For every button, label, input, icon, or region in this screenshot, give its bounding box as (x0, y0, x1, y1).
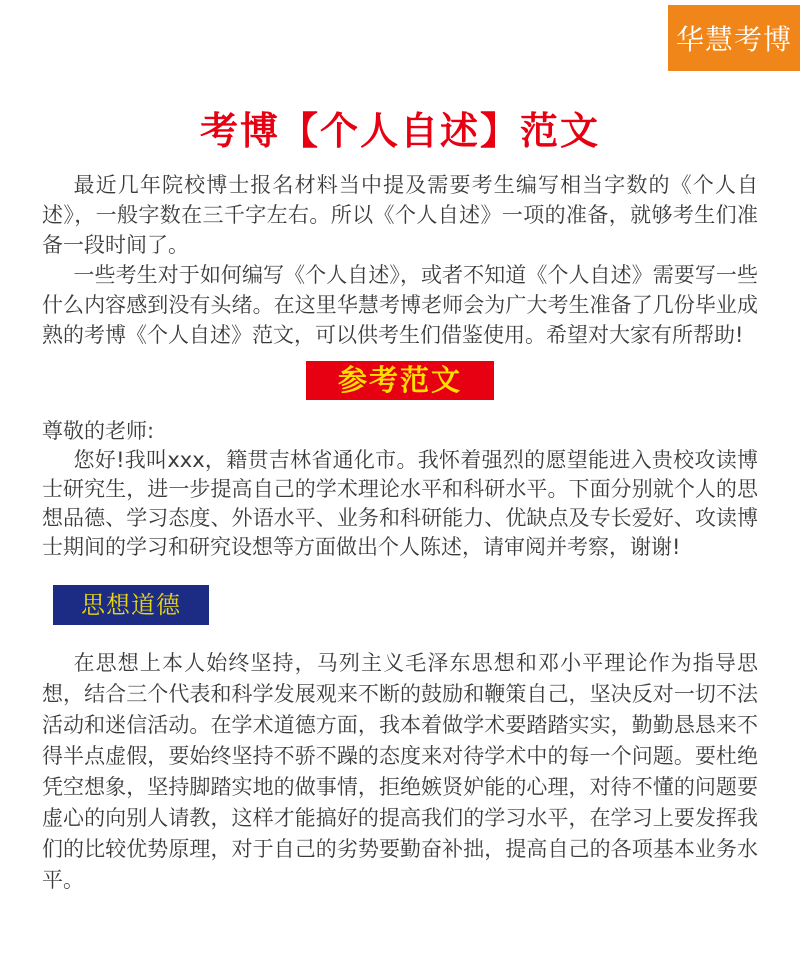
section-badge-row (53, 585, 800, 625)
letter-salutation: 尊敬的老师: (42, 419, 155, 443)
reference-banner: 参考范文 (306, 361, 494, 400)
intro-paragraph: 最近几年院校博士报名材料当中提及需要考生编写相当字数的《个人自述》，一般字数在三千字左右。所以《个人自述》一项的准备，就够考生们准备一段时间了。 (42, 173, 758, 257)
reference-banner-row (0, 361, 800, 400)
body-paragraph: 在思想上本人始终坚持，马列主义毛泽东思想和邓小平理论作为指导思想，结合三个代表和科学发展观来不断的鼓励和鞭策自己，坚决反对一切不法活动和迷信活动。在学术道德方面，我本着做学术要踏踏实实，勤勤恳恳来不得半点虚假，要始终坚持不骄不躁的态度来对待学术中的每一个问题。要杜绝凭空想象，坚持脚踏实地的做事情，拒绝嫉贤妒能的心理，对待不懂的问题要虚心的向别人请教，这样才能搞好的提高我们的学习水平，在学习上要发挥我们的比较优势原理，对于自己的劣势要勤奋补拙，提高自己的各项基本业务水平。 (42, 651, 758, 892)
brand-badge: 华慧考博 (668, 5, 800, 71)
section-badge-morality: 思想道德 (53, 585, 209, 625)
letter-paragraph: 您好!我叫xxx，籍贯吉林省通化市。我怀着强烈的愿望能进入贵校攻读博士研究生，进一步提高自己的学术理论水平和科研水平。下面分别就个人的思想品德、学习态度、外语水平、业务和科研能力、优缺点及专长爱好、攻读博士期间的学习和研究设想等方面做出个人陈述，请审阅并考察，谢谢! (42, 448, 758, 559)
letter-section (42, 417, 758, 562)
intro-paragraph: 一些考生对于如何编写《个人自述》，或者不知道《个人自述》需要写一些什么内容感到没有头绪。在这里华慧考博老师会为广大考生准备了几份毕业成熟的考博《个人自述》范文，可以供考生们借鉴使用。希望对大家有所帮助! (42, 263, 758, 347)
body-section (42, 648, 758, 896)
intro-section (42, 170, 758, 350)
page-title: 考博【个人自述】范文 (199, 109, 600, 153)
